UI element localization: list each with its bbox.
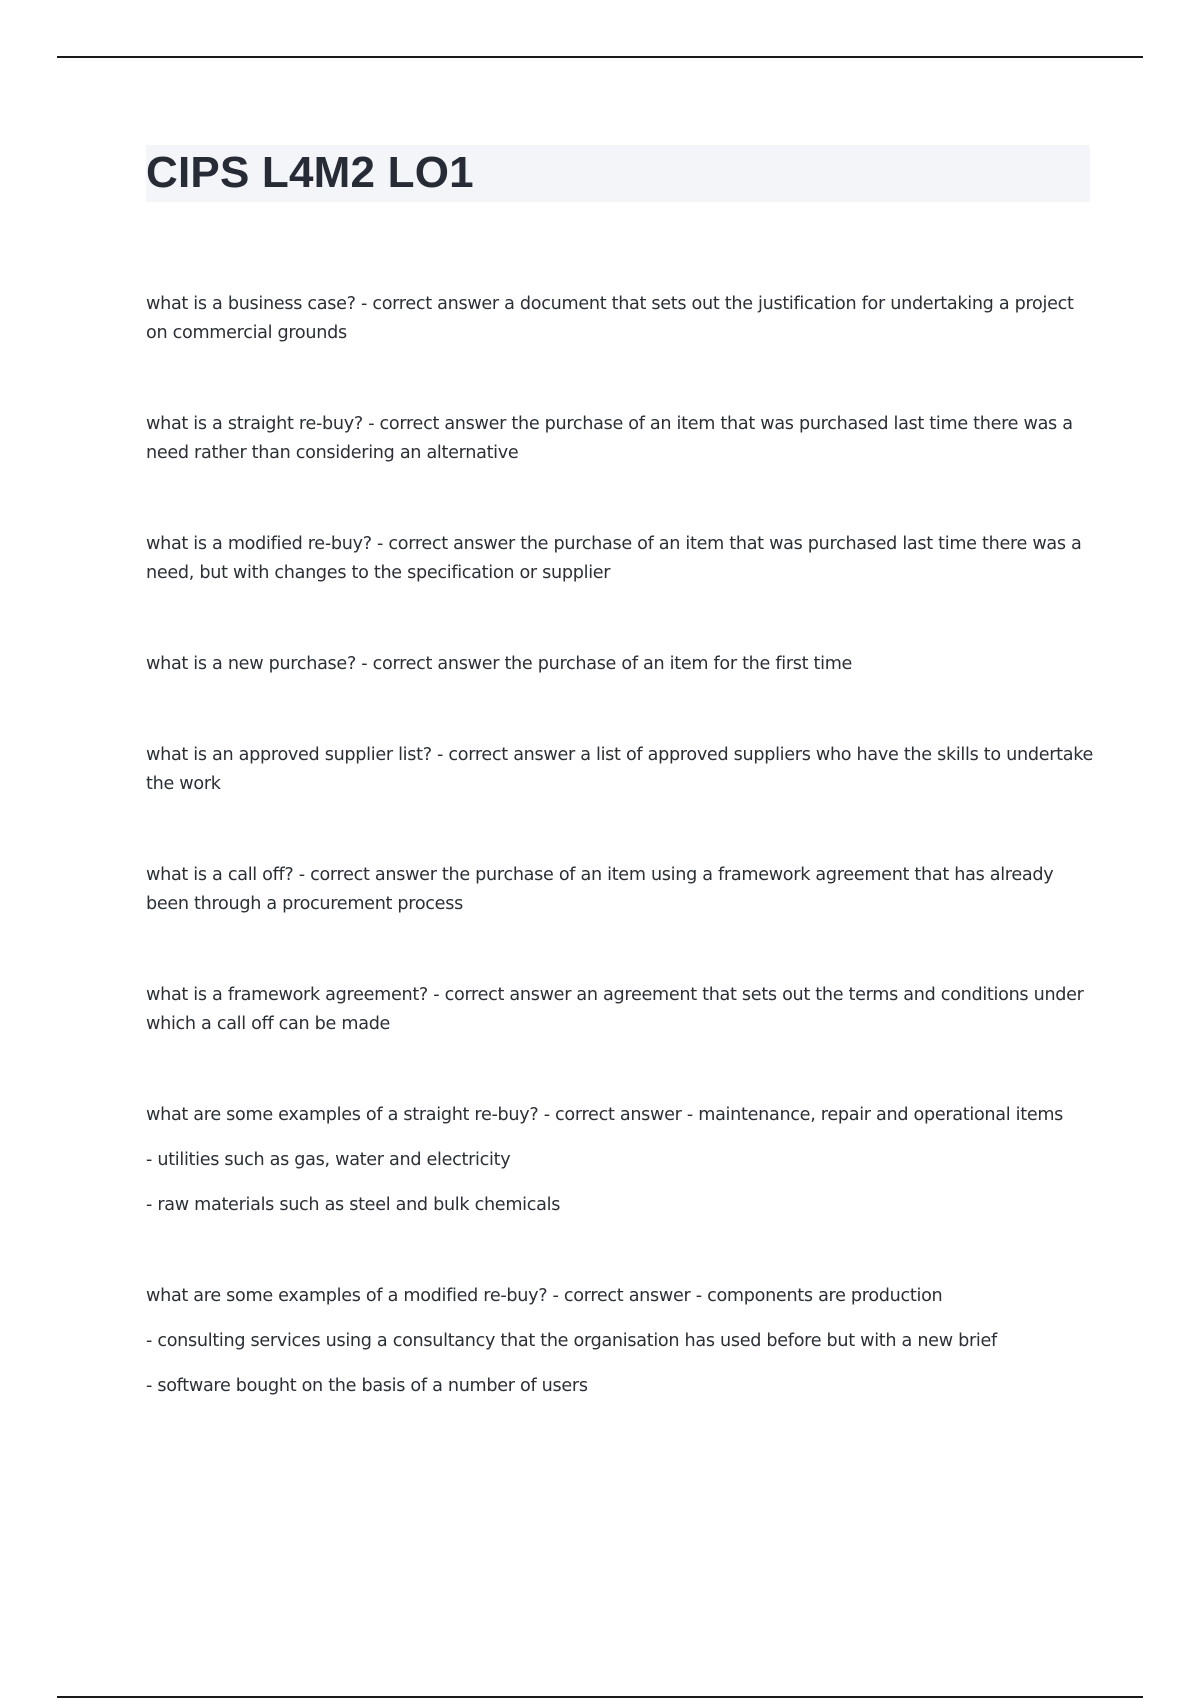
qa-subpoint: - raw materials such as steel and bulk chemicals xyxy=(146,1195,561,1215)
qa-text: what is a straight re-buy? - correct answer the purchase of an item that was purchased last time there was a need rather than considering an alternative xyxy=(146,414,1073,463)
qa-item xyxy=(146,290,1096,348)
qa-text: what is a business case? - correct answer a document that sets out the justification for undertaking a project on commercial grounds xyxy=(146,294,1074,343)
qa-item xyxy=(146,1282,1096,1401)
qa-text: what is a modified re-buy? - correct answer the purchase of an item that was purchased last time there was a need, but with changes to the specification or supplier xyxy=(146,534,1082,583)
qa-item xyxy=(146,650,1096,679)
qa-text: what is an approved supplier list? - correct answer a list of approved suppliers who have the skills to undertake the work xyxy=(146,745,1094,794)
title-banner xyxy=(146,145,1090,202)
qa-list xyxy=(146,290,1096,1463)
qa-text: what is a framework agreement? - correct answer an agreement that sets out the terms and conditions under which a call off can be made xyxy=(146,985,1084,1034)
qa-subpoint: - software bought on the basis of a number of users xyxy=(146,1376,588,1396)
qa-text: what are some examples of a straight re-buy? - correct answer - maintenance, repair and operational items xyxy=(146,1105,1064,1125)
bottom-divider xyxy=(57,1696,1143,1698)
qa-item xyxy=(146,861,1096,919)
qa-item xyxy=(146,410,1096,468)
qa-item xyxy=(146,1101,1096,1220)
qa-text: what is a new purchase? - correct answer the purchase of an item for the first time xyxy=(146,654,853,674)
qa-text: what are some examples of a modified re-buy? - correct answer - components are production xyxy=(146,1286,943,1306)
page-title: CIPS L4M2 LO1 xyxy=(146,148,474,197)
qa-item xyxy=(146,530,1096,588)
qa-text: what is a call off? - correct answer the purchase of an item using a framework agreement that has already been through a procurement process xyxy=(146,865,1054,914)
qa-item xyxy=(146,981,1096,1039)
qa-subpoint: - consulting services using a consultancy that the organisation has used before but with a new brief xyxy=(146,1331,997,1351)
qa-subpoint: - utilities such as gas, water and electricity xyxy=(146,1150,511,1170)
top-divider xyxy=(57,56,1143,58)
qa-item xyxy=(146,741,1096,799)
